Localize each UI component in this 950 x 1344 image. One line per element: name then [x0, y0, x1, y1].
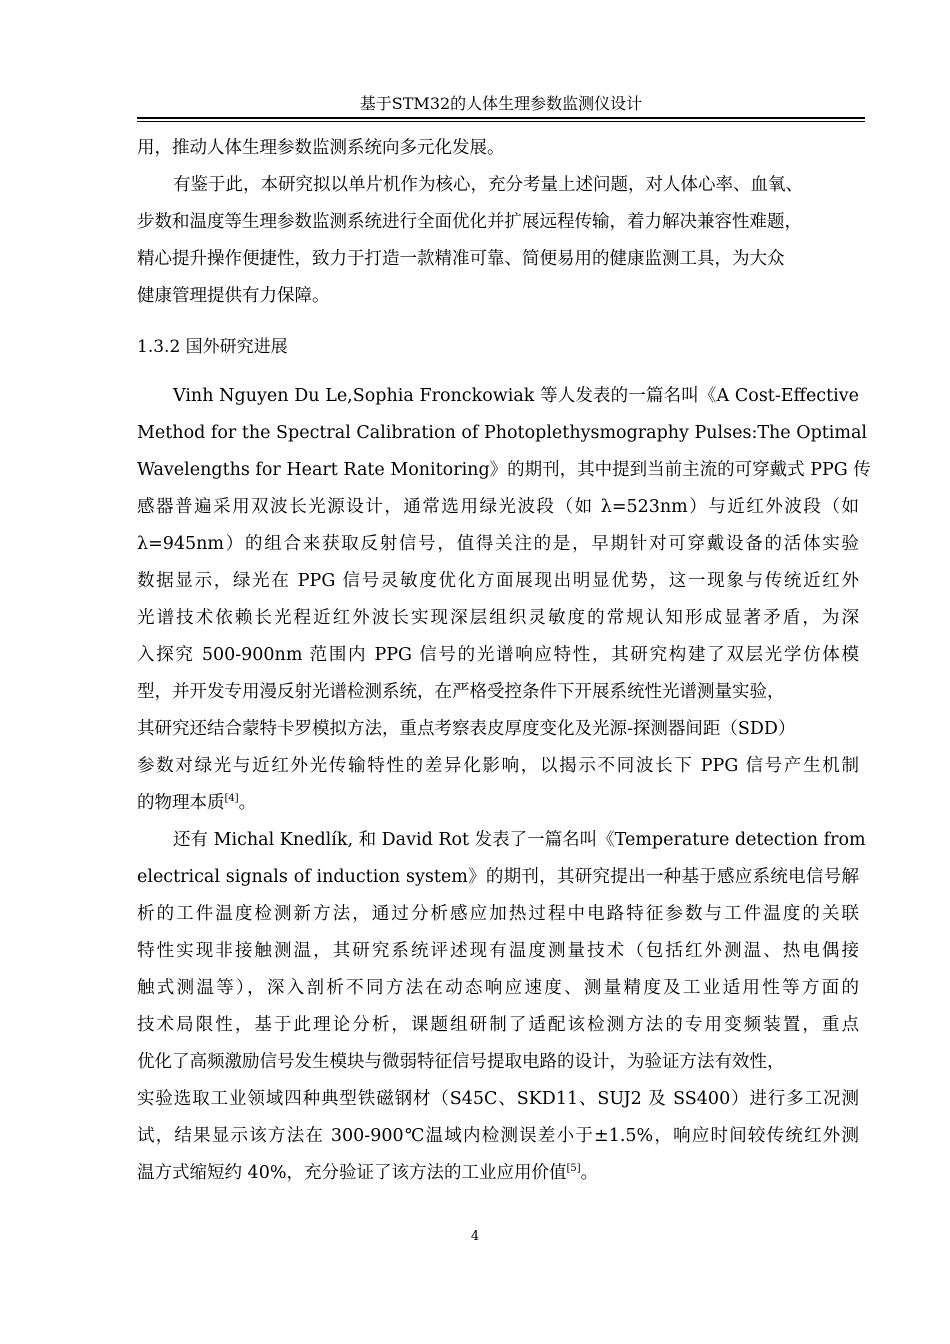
text-line: 健康管理提供有力保障。 — [137, 286, 330, 306]
text-line: 有鉴于此，本研究拟以单片机作为核心，充分考量上述问题，对人体心率、血氧、 — [173, 175, 803, 195]
paragraph-temperature-study — [137, 822, 866, 1192]
text-line: 优化了高频激励信号发生模块与微弱特征信号提取电路的设计，为验证方法有效性， — [137, 1052, 785, 1072]
text-line: 入探究 500-900nm 范围内 PPG 信号的光谱响应特性，其研究构建了双层光学仿体模 — [137, 645, 859, 665]
paragraph-motivation — [137, 167, 859, 315]
header-rule-thick — [137, 117, 865, 119]
text-line — [137, 785, 859, 822]
text-line: 感器普遍采用双波长光源设计，通常选用绿光波段（如 λ=523nm）与近红外波段（如 — [137, 497, 859, 517]
text-span: 。 — [238, 793, 257, 813]
text-span: 的物理本质 — [137, 793, 225, 813]
text-line: 技术局限性，基于此理论分析，课题组研制了适配该检测方法的专用变频装置，重点 — [137, 1015, 859, 1035]
text-line: 析的工件温度检测新方法，通过分析感应加热过程中电路特征参数与工件温度的关联 — [137, 904, 859, 924]
text-line: 还有 Michal Knedlík, 和 David Rot 发表了一篇名叫《Temperature detection from — [173, 830, 866, 850]
page-body — [137, 130, 871, 1192]
text-line: 触式测温等），深入剖析不同方法在动态响应速度、测量精度及工业适用性等方面的 — [137, 978, 859, 998]
citation-ref: [5] — [566, 1163, 581, 1174]
text-line: 光谱技术依赖长光程近红外波长实现深层组织灵敏度的常规认知形成显著矛盾，为深 — [137, 608, 859, 628]
running-header: 基于STM32的人体生理参数监测仪设计 — [359, 94, 643, 113]
text-line: Vinh Nguyen Du Le,Sophia Fronckowiak 等人发表的一篇名叫《A Cost-Effective — [173, 386, 859, 406]
text-line: 参数对绿光与近红外光传输特性的差异化影响，以揭示不同波长下 PPG 信号产生机制 — [137, 756, 859, 776]
text-line: Wavelengths for Heart Rate Monitoring》的期刊，其中提到当前主流的可穿戴式 PPG 传 — [137, 460, 871, 480]
paragraph-continuation — [137, 130, 859, 167]
section-heading: 1.3.2 国外研究进展 — [137, 337, 288, 357]
header-rule-thin — [137, 121, 865, 122]
paragraph-ppg-study — [137, 378, 871, 822]
text-line: 试，结果显示该方法在 300-900℃温域内检测误差小于±1.5%，响应时间较传统红外测 — [137, 1126, 859, 1146]
text-span: 温方式缩短约 40%，充分验证了该方法的工业应用价值 — [137, 1163, 567, 1183]
text-line: 型，并开发专用漫反射光谱检测系统，在严格受控条件下开展系统性光谱测量实验， — [137, 682, 785, 702]
text-line: 其研究还结合蒙特卡罗模拟方法，重点考察表皮厚度变化及光源-探测器间距（SDD） — [137, 719, 796, 739]
text-line — [137, 1155, 859, 1192]
text-line: 特性实现非接触测温，其研究系统评述现有温度测量技术（包括红外测温、热电偶接 — [137, 941, 859, 961]
citation-ref: [4] — [224, 793, 239, 804]
text-line: electrical signals of induction system》的期刊，其研究提出一种基于感应系统电信号解 — [137, 867, 859, 887]
text-line: 用，推动人体生理参数监测系统向多元化发展。 — [137, 138, 505, 158]
text-line: 精心提升操作便捷性，致力于打造一款精准可靠、简便易用的健康监测工具，为大众 — [137, 249, 785, 269]
text-line: 步数和温度等生理参数监测系统进行全面优化并扩展远程传输，着力解决兼容性难题， — [137, 212, 802, 232]
text-span: 。 — [580, 1163, 599, 1183]
text-line: 数据显示，绿光在 PPG 信号灵敏度优化方面展现出明显优势，这一现象与传统近红外 — [137, 571, 859, 591]
text-line: Method for the Spectral Calibration of Photoplethysmography Pulses:The Optimal — [137, 423, 868, 443]
page-number: 4 — [470, 1229, 480, 1244]
text-line: λ=945nm）的组合来获取反射信号，值得关注的是，早期针对可穿戴设备的活体实验 — [137, 534, 859, 554]
text-line: 实验选取工业领域四种典型铁磁钢材（S45C、SKD11、SUJ2 及 SS400）进行多工况测 — [137, 1089, 859, 1109]
